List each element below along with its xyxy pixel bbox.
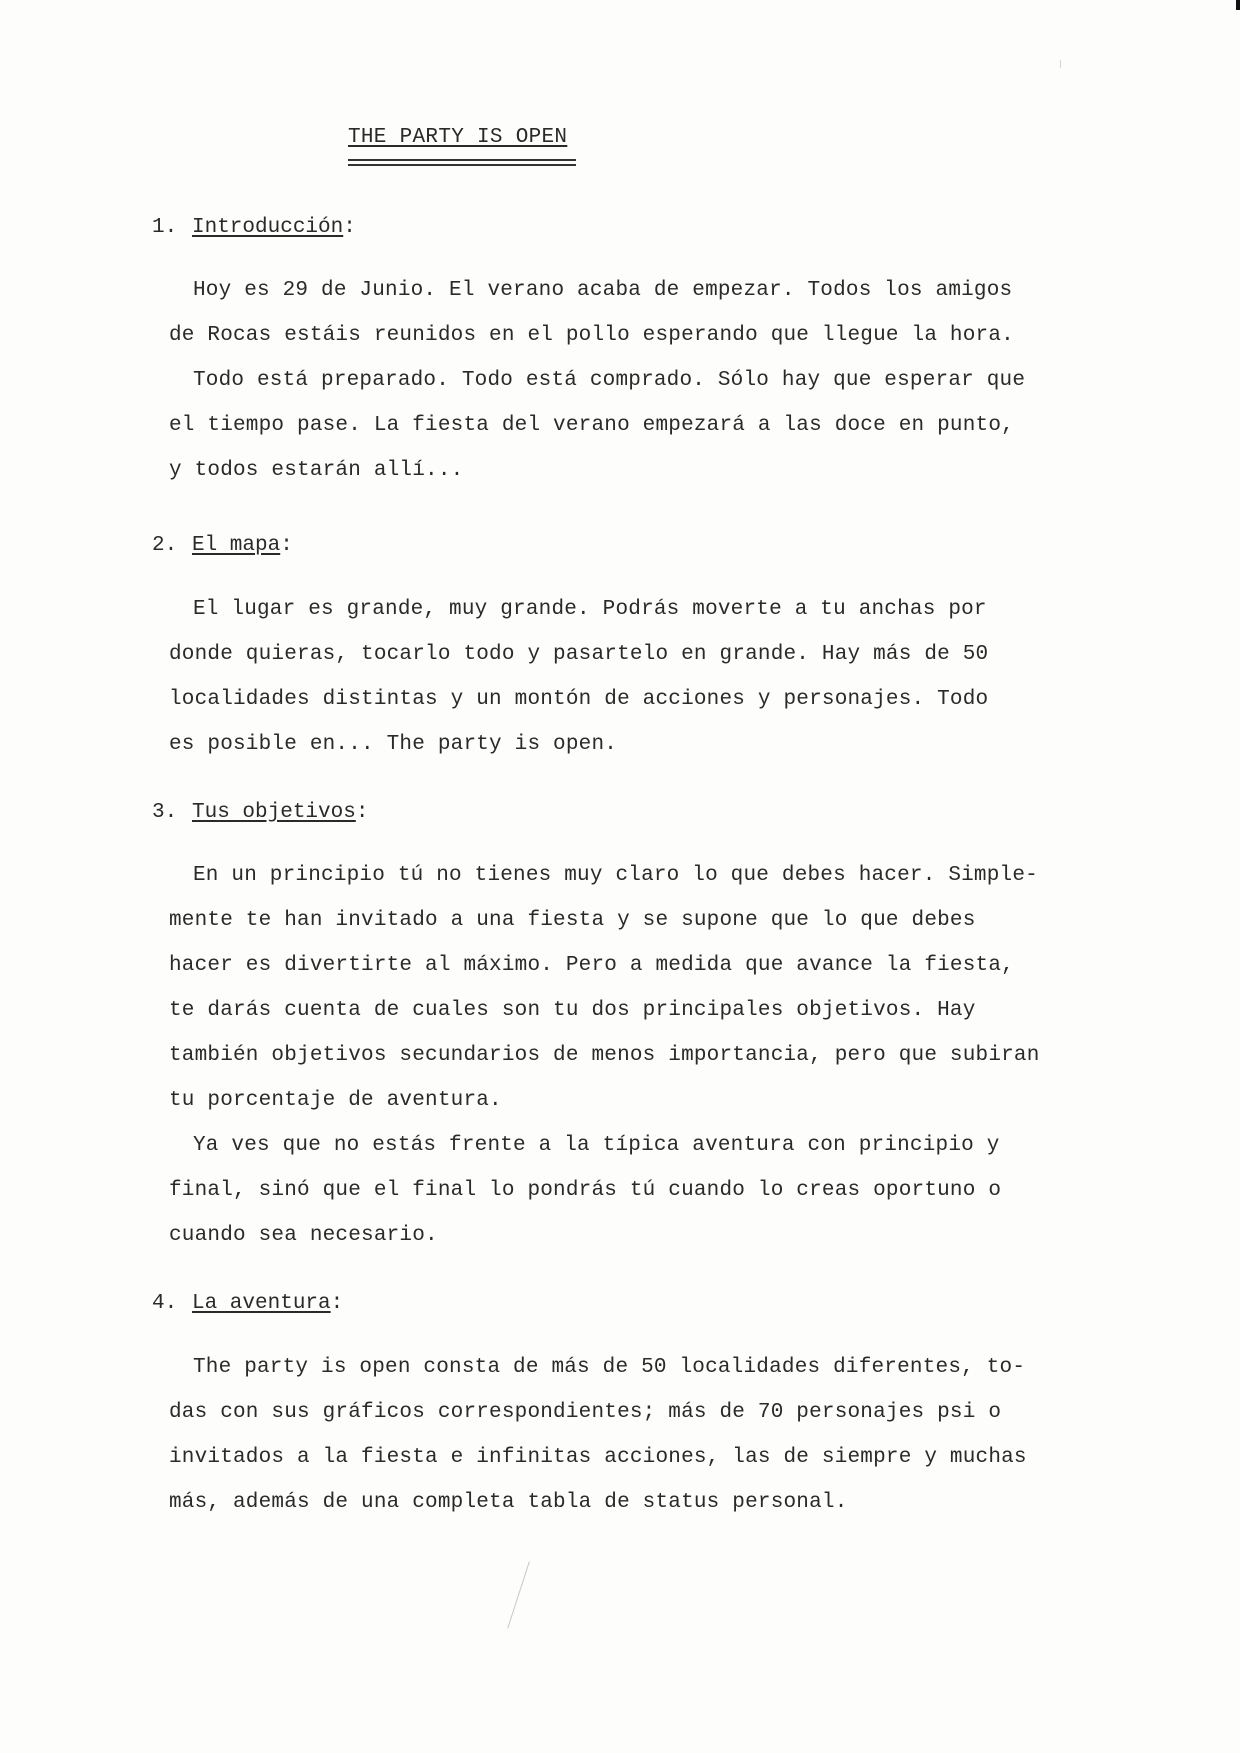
section-number: 1. [152, 216, 178, 239]
section-heading-introduccion [152, 216, 356, 239]
section-number: 4. [152, 1292, 178, 1315]
section-heading-label: Introducción [192, 216, 344, 239]
text-line: Hoy es 29 de Junio. El verano acaba de empezar. Todos los amigos [193, 279, 1013, 302]
text-line: Ya ves que no estás frente a la típica aventura con principio y [193, 1134, 1000, 1157]
text-line: En un principio tú no tienes muy claro lo que debes hacer. Simple- [193, 864, 1038, 887]
section-heading-la-aventura [152, 1292, 343, 1315]
text-line: de Rocas estáis reunidos en el pollo esperando que llegue la hora. [169, 324, 1014, 347]
section-heading-colon: : [355, 801, 369, 824]
text-line: hacer es divertirte al máximo. Pero a medida que avance la fiesta, [169, 954, 1014, 977]
section-1-paragraph [169, 268, 1026, 493]
section-heading-label: La aventura [192, 1292, 331, 1315]
text-line: das con sus gráficos correspondientes; más de 70 personajes psi o [169, 1401, 1002, 1424]
text-line: mente te han invitado a una fiesta y se supone que lo que debes [169, 909, 976, 932]
text-line: también objetivos secundarios de menos importancia, pero que subiran [169, 1044, 1040, 1067]
section-number: 3. [152, 801, 178, 824]
text-line: tu porcentaje de aventura. [169, 1089, 502, 1112]
section-heading-label: Tus objetivos [192, 801, 356, 824]
section-heading-colon: : [330, 1292, 344, 1315]
text-line: te darás cuenta de cuales son tu dos principales objetivos. Hay [169, 999, 976, 1022]
section-heading-el-mapa [152, 534, 293, 557]
page-title: THE PARTY IS OPEN [348, 126, 568, 149]
text-line: Todo está preparado. Todo está comprado. Sólo hay que esperar que [193, 369, 1026, 392]
scan-corner-mark [1236, 0, 1240, 10]
section-3-paragraph [169, 853, 1040, 1258]
scan-mark [1060, 60, 1061, 68]
scan-mark [507, 1562, 530, 1629]
section-heading-colon: : [280, 534, 293, 557]
text-line: El lugar es grande, muy grande. Podrás moverte a tu anchas por [193, 598, 987, 621]
title-block [348, 126, 588, 166]
text-line: donde quieras, tocarlo todo y pasartelo en grande. Hay más de 50 [169, 643, 989, 666]
text-line: más, además de una completa tabla de status personal. [169, 1491, 848, 1514]
section-heading-label: El mapa [192, 534, 281, 557]
section-4-paragraph [169, 1345, 1027, 1525]
text-line: es posible en... The party is open. [169, 733, 618, 756]
text-line: y todos estarán allí... [169, 459, 464, 482]
text-line: localidades distintas y un montón de acciones y personajes. Todo [169, 688, 989, 711]
title-double-underline [348, 159, 576, 166]
text-line: final, sinó que el final lo pondrás tú cuando lo creas oportuno o [169, 1179, 1002, 1202]
text-line: el tiempo pase. La fiesta del verano empezará a las doce en punto, [169, 414, 1014, 437]
section-heading-colon: : [343, 216, 356, 239]
text-line: cuando sea necesario. [169, 1224, 438, 1247]
text-line: invitados a la fiesta e infinitas acciones, las de siempre y muchas [169, 1446, 1027, 1469]
section-heading-tus-objetivos [152, 801, 368, 824]
section-2-paragraph [169, 587, 989, 767]
text-line: The party is open consta de más de 50 localidades diferentes, to- [193, 1356, 1026, 1379]
section-number: 2. [152, 534, 178, 557]
